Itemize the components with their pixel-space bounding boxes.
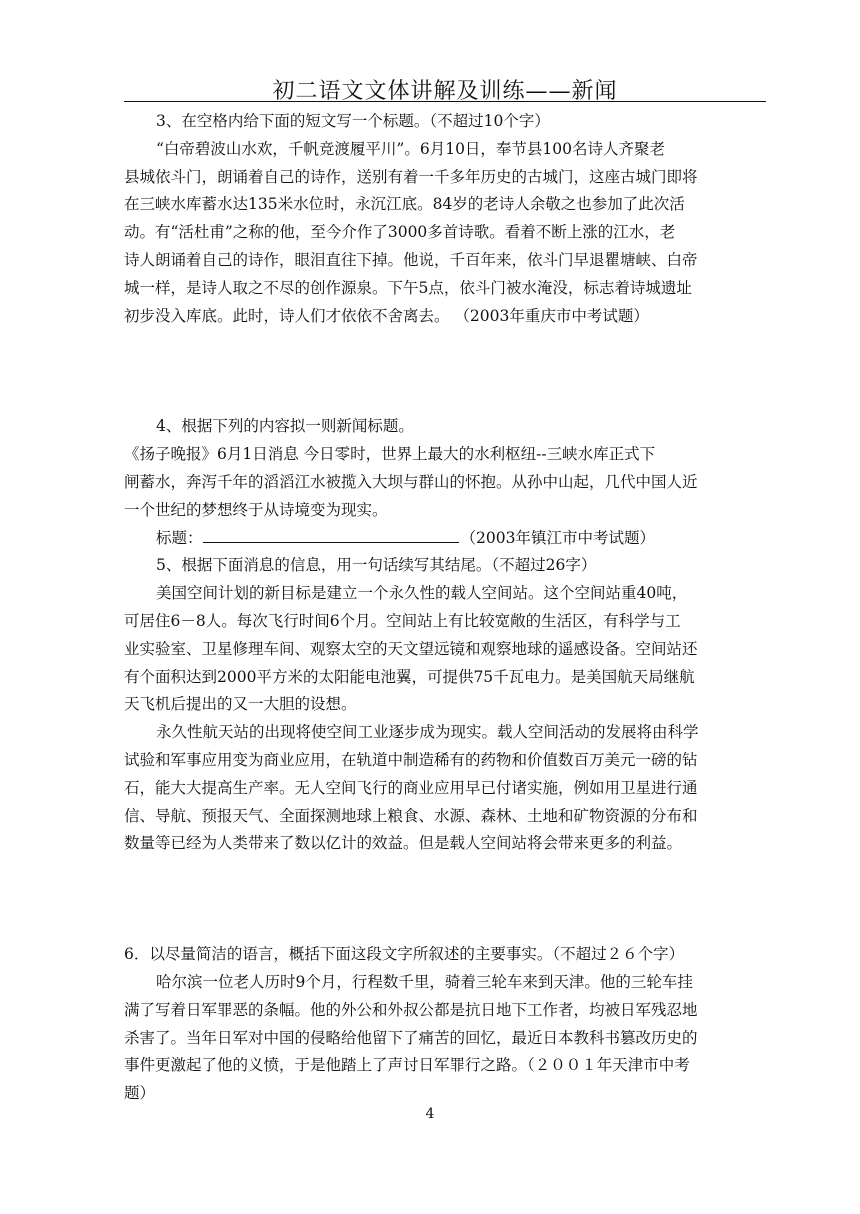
q5-line: 试验和军事应用变为商业应用，在轨道中制造稀有的药物和价值数百万美元一磅的钻 <box>124 750 698 769</box>
q4-line: 闸蓄水，奔泻千年的滔滔江水被揽入大坝与群山的怀抱。从孙中山起，几代中国人近 <box>124 472 698 491</box>
q5-question: 5、根据下面消息的信息，用一句话续写其结尾。（不超过26字） <box>156 556 597 575</box>
q5-line: 信、导航、预报天气、全面探测地球上粮食、水源、森林、土地和矿物资源的分布和 <box>124 806 698 825</box>
q6-line: 杀害了。当年日军对中国的侵略给他留下了痛苦的回忆，最近日本教科书篡改历史的 <box>124 1028 698 1047</box>
q6-question: 6．以尽量简洁的语言，概括下面这段文字所叙述的主要事实。（不超过２６个字） <box>124 945 685 964</box>
answer-space <box>124 330 764 413</box>
q4-line: 《扬子晚报》6月1日消息 今日零时，世界上最大的水利枢纽--三峡水库正式下 <box>124 445 656 464</box>
q3-line: 初步没入库底。此时，诗人们才依依不舍离去。 （2003年重庆市中考试题） <box>124 306 649 325</box>
q3-line: 在三峡水库蓄水达135米水位时，永沉江底。84岁的老诗人余敬之也参加了此次活 <box>124 195 685 214</box>
q5-line: 可居住6－8人。每次飞行时间6个月。空间站上有比较宽敞的生活区，有科学与工 <box>124 611 681 630</box>
q5-line: 美国空间计划的新目标是建立一个永久性的载人空间站。这个空间站重40吨， <box>156 584 688 603</box>
q3-line: 诗人朗诵着自己的诗作，眼泪直往下掉。他说，千百年来，依斗门早退瞿塘峡、白帝 <box>124 250 698 269</box>
q4-line: 一个世纪的梦想终于从诗境变为现实。 <box>124 500 388 519</box>
q4-answer-row <box>124 525 764 553</box>
header-rule <box>124 101 766 102</box>
document-body <box>124 108 764 1108</box>
q6-line: 事件更激起了他的义愤，于是他踏上了声讨日军罪行之路。（２００１年天津市中考 <box>124 1056 690 1075</box>
q3-question: 3、在空格内给下面的短文写一个标题。（不超过10个字） <box>156 112 550 130</box>
q5-line: 有个面积达到2000平方米的太阳能电池翼，可提供75千瓦电力。是美国航天局继航 <box>124 667 695 686</box>
q4-question: 4、根据下列的内容拟一则新闻标题。 <box>156 417 414 436</box>
q3-line: 动。有“活杜甫”之称的他，至今介作了3000多首诗歌。看着不断上涨的江水，老 <box>124 223 676 242</box>
answer-space <box>124 858 764 941</box>
q3-line: “白帝碧波山水欢，千帆竞渡履平川”。6月10日，奉节县100名诗人齐聚老 <box>156 139 666 158</box>
q5-line: 数量等已经为人类带来了数以亿计的效益。但是载人空间站将会带来更多的利益。 <box>124 834 683 853</box>
q6-line: 题） <box>124 1084 156 1103</box>
q4-answer-label: 标题： <box>156 528 203 547</box>
q6-line: 满了写着日军罪恶的条幅。他的外公和外叔公都是抗日地下工作者，均被日军残忍地 <box>124 1000 698 1019</box>
q6-line: 哈尔滨一位老人历时9个月，行程数千里，骑着三轮车来到天津。他的三轮车挂 <box>156 972 693 991</box>
q4-source: （2003年镇江市中考试题） <box>460 528 655 547</box>
title-answer-blank[interactable] <box>203 525 459 543</box>
q5-line: 业实验室、卫星修理车间、观察太空的天文望远镜和观察地球的遥感设备。空间站还 <box>124 639 698 658</box>
q5-line: 石，能大大提高生产率。无人空间飞行的商业应用早已付诸实施，例如用卫星进行通 <box>124 778 698 797</box>
page-number: 4 <box>425 1106 435 1122</box>
q3-line: 县城依斗门，朗诵着自己的诗作，送别有着一千多年历史的古城门，这座古城门即将 <box>124 167 698 186</box>
q3-line: 城一样，是诗人取之不尽的创作源泉。下午5点，依斗门被水淹没，标志着诗城遗址 <box>124 278 692 297</box>
page-header-title: 初二语文文体讲解及训练——新闻 <box>272 79 618 104</box>
q5-line: 永久性航天站的出现将使空间工业逐步成为现实。载人空间活动的发展将由科学 <box>156 723 699 742</box>
q5-line: 天飞机后提出的又一大胆的设想。 <box>124 695 357 714</box>
